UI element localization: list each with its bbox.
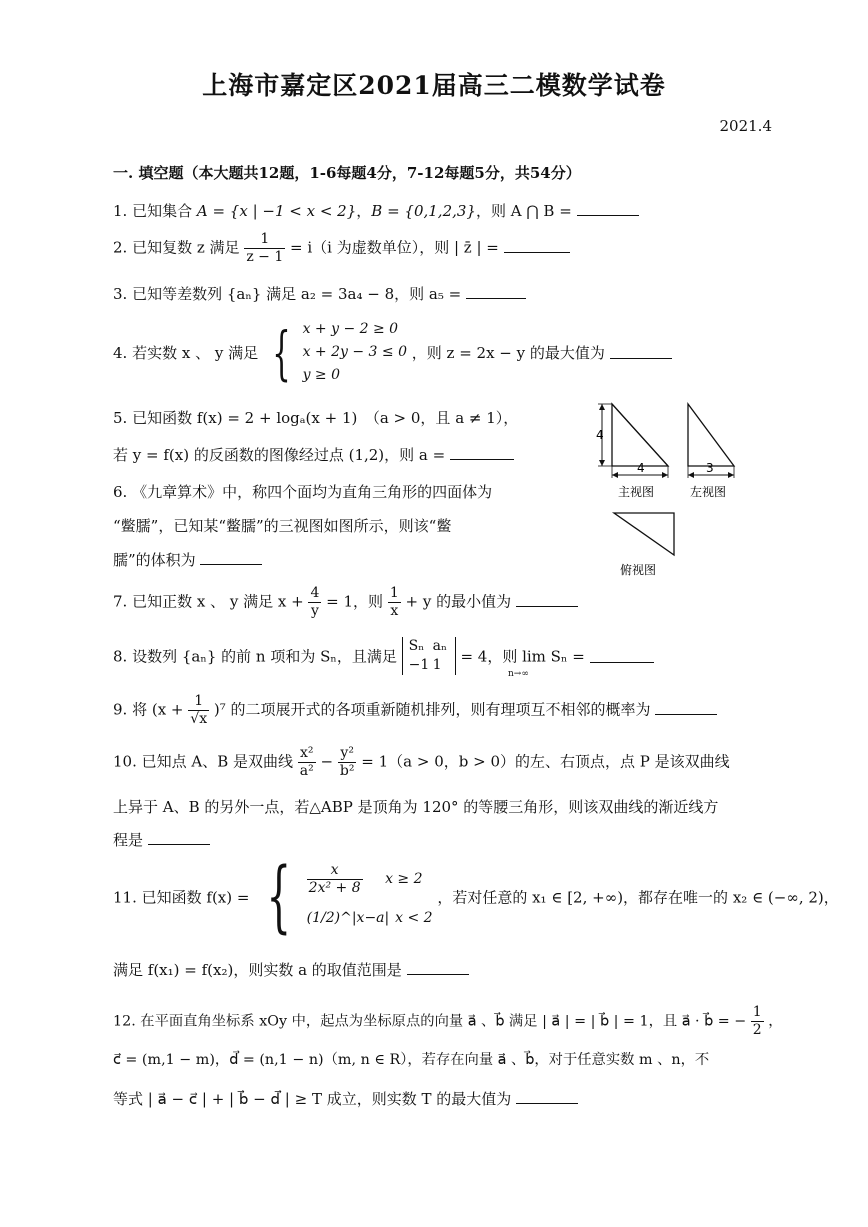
question-8: 8. 设数列 {aₙ} 的前 n 项和为 Sₙ，且满足 Sₙ aₙ −1 1 = 4，则 lim Sₙ = bbox=[113, 637, 654, 675]
answer-blank[interactable] bbox=[516, 1091, 578, 1104]
answer-blank[interactable] bbox=[148, 832, 210, 845]
question-2: 2. 已知复数 z 满足 $\frac{1}{z - 1}$ = i（i 为虚数单位），则 | z̄ | = bbox=[113, 231, 570, 266]
answer-blank[interactable] bbox=[516, 594, 578, 607]
fraction: $\frac{1}{x}$ bbox=[389, 585, 399, 619]
question-6-line-1: 6. 《九章算术》中，称四个面均为直角三角形的四面体为 bbox=[113, 483, 493, 501]
exam-title: 上海市嘉定区2021届高三二模数学试卷 bbox=[202, 71, 666, 100]
question-5-line-2: 若 y = f(x) 的反函数的图像经过点 (1,2)，则 a = bbox=[113, 444, 514, 465]
question-6-line-2: “鳖臑”，已知某“鳖臑”的三视图如图所示，则该“鳖 bbox=[113, 517, 452, 535]
system-brace: { bbox=[272, 318, 291, 387]
fraction: $\frac{\text{x²}}{\text{a²}}$ bbox=[299, 745, 314, 779]
question-1: 1. 已知集合 A = {x | −1 < x < 2}，B = {0,1,2,3}，则 A ⋂ B = bbox=[113, 200, 639, 221]
question-7: 7. 已知正数 x 、 y 满足 x + $\frac{4}{y}$ = 1，则 $\frac{1}{x}$ + y 的最小值为 bbox=[113, 585, 578, 620]
question-11: 11. 已知函数 f(x) = { $\frac{x}{\text{2x² + 8}}$ x ≥ 2 (1/2)^|x−a| x < 2 ，若对任意的 x₁ ∈ [2, +∞)，都存在唯一的 x₂ ∈ (−∞, 2)， bbox=[113, 852, 839, 942]
dim-height-label: 4 bbox=[596, 428, 604, 442]
answer-blank[interactable] bbox=[407, 962, 469, 975]
fraction: $\frac{1}{√x}$ bbox=[190, 693, 208, 727]
fraction: $\frac{\text{y²}}{\text{b²}}$ bbox=[339, 745, 355, 779]
question-10-line-1: 10. 已知点 A、B 是双曲线 $\frac{\text{x²}}{\text{a²}}$ − $\frac{\text{y²}}{\text{b²}}$ = 1（a > 0，b > 0）的左、右顶点，点 P 是该双曲线 bbox=[113, 745, 730, 779]
constraint-system: x + y − 2 ≥ 0 x + 2y − 3 ≤ 0 y ≥ 0 bbox=[302, 321, 407, 383]
side-view-label: 左视图 bbox=[690, 485, 727, 499]
question-12-line-3: 等式 | a⃗ − c⃗ | + | b⃗ − d⃗ | ≥ T 成立，则实数 T 的最大值为 bbox=[113, 1088, 578, 1109]
answer-blank[interactable] bbox=[577, 203, 639, 216]
dim-front-width-label: 4 bbox=[637, 461, 645, 475]
answer-blank[interactable] bbox=[610, 346, 672, 359]
answer-blank[interactable] bbox=[200, 552, 262, 565]
question-10-line-2: 上异于 A、B 的另外一点，若△ABP 是顶角为 120° 的等腰三角形，则该双曲线的渐近线方 bbox=[113, 798, 719, 816]
question-12-line-2: c⃗ = (m,1 − m)，d⃗ = (n,1 − n)（m, n ∈ R），若存在向量 a⃗ 、b⃗，对于任意实数 m 、n，不 bbox=[113, 1052, 710, 1068]
question-4: 4. 若实数 x 、 y 满足 { x + y − 2 ≥ 0 x + 2y − 3 ≤ 0 y ≥ 0 ，则 z = 2x − y 的最大值为 bbox=[113, 318, 672, 387]
exam-date: 2021.4 bbox=[719, 117, 772, 135]
question-12-line-1: 12. 在平面直角坐标系 xOy 中，起点为坐标原点的向量 a⃗ 、b⃗ 满足 | a⃗ | = | b⃗ | = 1，且 a⃗ · b⃗ = − $\frac{1}{2}$ ， bbox=[113, 1004, 783, 1038]
fraction: $\frac{1}{z - 1}$ bbox=[246, 231, 284, 265]
question-11-line-2: 满足 f(x₁) = f(x₂)，则实数 a 的取值范围是 bbox=[113, 959, 469, 980]
piecewise-cases: $\frac{x}{\text{2x² + 8}}$ x ≥ 2 (1/2)^|x−a| x < 2 bbox=[306, 861, 433, 926]
piecewise-brace: { bbox=[266, 852, 292, 942]
dim-side-width-label: 3 bbox=[706, 461, 714, 475]
top-view bbox=[614, 513, 674, 555]
fraction: $\frac{1}{2}$ bbox=[752, 1004, 762, 1038]
answer-blank[interactable] bbox=[504, 240, 570, 253]
section-heading: 一. 填空题（本大题共12题，1-6每题4分，7-12每题5分，共54分） bbox=[113, 164, 581, 182]
question-10-line-3: 程是 bbox=[113, 829, 210, 850]
three-view-figure bbox=[586, 398, 746, 584]
front-view-label: 主视图 bbox=[618, 485, 655, 499]
question-5-line-1: 5. 已知函数 f(x) = 2 + logₐ(x + 1) （a > 0，且 a ≠ 1）， bbox=[113, 409, 519, 427]
answer-blank[interactable] bbox=[450, 447, 514, 460]
answer-blank[interactable] bbox=[466, 286, 526, 299]
limit-subscript: n→∞ bbox=[508, 669, 529, 679]
fraction: $\frac{x}{\text{2x² + 8}}$ bbox=[308, 861, 361, 896]
answer-blank[interactable] bbox=[655, 702, 717, 715]
determinant: Sₙ aₙ −1 1 bbox=[402, 637, 456, 675]
front-view bbox=[598, 404, 668, 478]
question-9: 9. 将 (x + $\frac{1}{√x}$ )⁷ 的二项展开式的各项重新随机排列，则有理项互不相邻的概率为 bbox=[113, 693, 717, 728]
answer-blank[interactable] bbox=[590, 650, 654, 663]
question-6-line-3: 臑”的体积为 bbox=[113, 549, 262, 570]
question-3: 3. 已知等差数列 {aₙ} 满足 a₂ = 3a₄ − 8，则 a₅ = bbox=[113, 283, 526, 304]
fraction: $\frac{4}{y}$ bbox=[310, 585, 320, 619]
top-view-label: 俯视图 bbox=[620, 563, 657, 577]
